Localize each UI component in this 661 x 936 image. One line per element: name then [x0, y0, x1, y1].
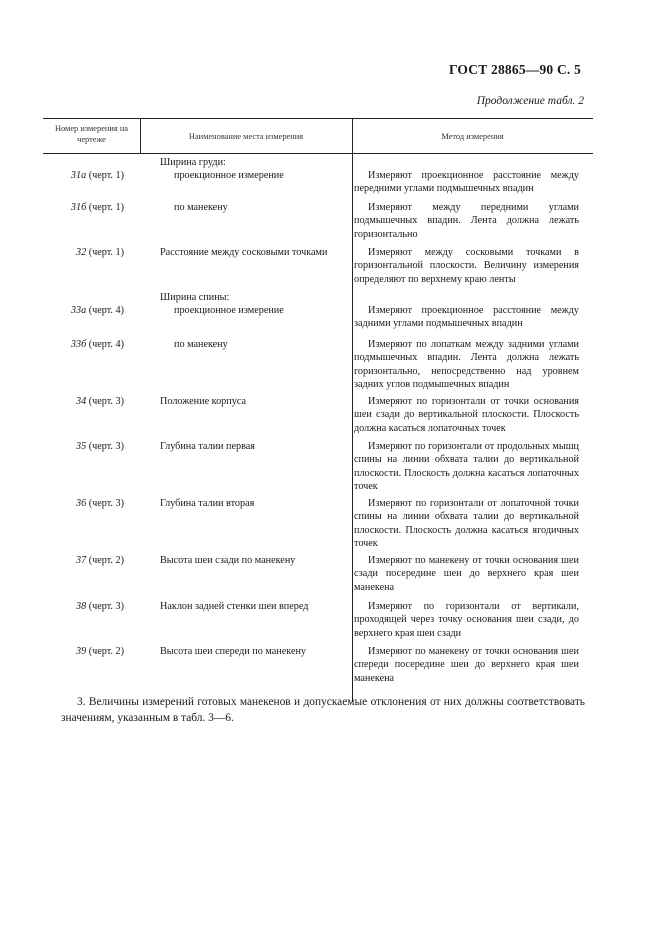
measurement-method: Измеряют по горизонтали от вертикали, проходящей через точку основания шеи сзади, до верхнего края шеи сзади: [354, 601, 579, 639]
header-measurement-place: Наименование места измерения: [188, 132, 304, 141]
measurement-method: Измеряют по горизонтали от точки основания шеи сзади до вертикальной плоскости. Плоскость должна касаться лопаточных точек: [354, 396, 579, 434]
measurement-method: Измеряют по манекену от точки основания шеи сзади посередине шеи до верхнего края шеи манекена: [354, 555, 579, 593]
measurement-place: Положение корпуса: [160, 396, 246, 407]
measurement-method: Измеряют между сосковыми точками в горизонтальной плоскости. Величину измерения определяют по верхнему краю ленты: [354, 247, 579, 285]
measurement-number: 31б (черт. 1): [70, 202, 124, 213]
measurement-number: 31а (черт. 1): [70, 170, 124, 181]
measurement-method: Измеряют по горизонтали от продольных мышц спины на линии обхвата талии до вертикальной плоскости. Плоскость должна касаться лопаточных точек: [354, 441, 579, 492]
measurement-number: 37 (черт. 2): [76, 555, 124, 566]
measurement-method: Измеряют по горизонтали от лопаточной точки спины на линии обхвата талии до вертикальной плоскости. Плоскость должна касаться ягодичных точек: [354, 498, 579, 549]
note-text: 3. Величины измерений готовых манекенов и допускаемые отклонения от них должны соответствовать значениям, указанным в табл. 3—6.: [61, 696, 585, 724]
measurement-number: 36 (черт. 3): [76, 498, 124, 509]
measurement-number: 34 (черт. 3): [76, 396, 124, 407]
measurement-table: [43, 118, 593, 702]
measurement-place: Расстояние между сосковыми точками: [160, 247, 328, 258]
measurement-place: Наклон задней стенки шеи вперед: [160, 601, 309, 612]
measurement-place: Глубина талии вторая: [160, 498, 255, 509]
measurement-number: 35 (черт. 3): [76, 441, 124, 452]
measurement-number: 33б (черт. 4): [70, 339, 124, 350]
measurement-place: по манекену: [174, 202, 228, 213]
measurement-place: проекционное измерение: [174, 305, 284, 316]
measurement-place: Высота шеи сзади по манекену: [160, 555, 296, 566]
measurement-method: Измеряют между передними углами подмышечных впадин. Лента должна лежать горизонтально: [354, 202, 579, 240]
measurement-number: 33а (черт. 4): [70, 305, 124, 316]
measurement-method: Измеряют проекционное расстояние между передними углами подмышечных впадин: [354, 170, 579, 195]
measurement-method: Измеряют проекционное расстояние между задними углами подмышечных впадин: [354, 305, 579, 330]
group-title: Ширина груди:: [160, 157, 226, 168]
measurement-place: по манекену: [174, 339, 228, 350]
header-measurement-method: Метод измерения: [441, 132, 504, 141]
table-continuation-label: Продолжение табл. 2: [476, 95, 584, 107]
column-divider: [352, 154, 353, 702]
measurement-place: проекционное измерение: [174, 170, 284, 181]
measurement-method: Измеряют по манекену от точки основания шеи спереди посередине шеи до верхнего края шеи манекена: [354, 646, 579, 684]
measurement-number: 32 (черт. 1): [76, 247, 124, 258]
header-measurement-number: Номер измерения на чертеже: [54, 124, 129, 144]
measurement-place: Высота шеи спереди по манекену: [160, 646, 307, 657]
measurement-method: Измеряют по лопаткам между задними углами подмышечных впадин. Лента должна лежать горизонтально, непосредственно над уровнем задних углов подмышечных впадин: [354, 339, 579, 390]
measurement-number: 38 (черт. 3): [76, 601, 124, 612]
note-paragraph: [61, 694, 585, 726]
table-body: [43, 154, 593, 702]
measurement-place: Глубина талии первая: [160, 441, 255, 452]
group-title: Ширина спины:: [160, 292, 230, 303]
table-header-row: [43, 118, 593, 154]
page-header: ГОСТ 28865—90 С. 5: [448, 62, 581, 77]
measurement-number: 39 (черт. 2): [76, 646, 124, 657]
